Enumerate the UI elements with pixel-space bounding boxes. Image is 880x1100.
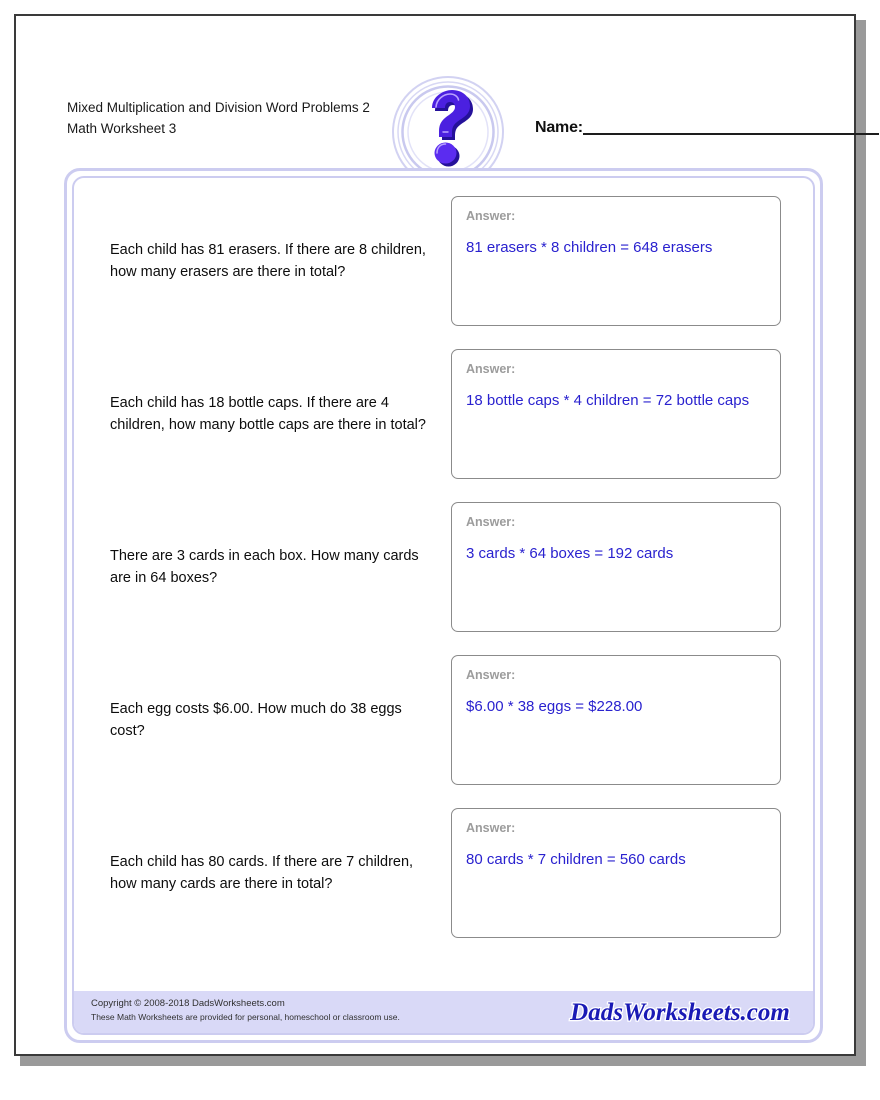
answer-label: Answer: xyxy=(466,209,516,223)
answer-label: Answer: xyxy=(466,362,516,376)
answer-label: Answer: xyxy=(466,515,516,529)
answer-text: 81 erasers * 8 children = 648 erasers xyxy=(466,239,713,256)
name-field[interactable] xyxy=(535,119,879,137)
answer-box[interactable] xyxy=(451,196,781,326)
question-text: Each child has 18 bottle caps. If there are 4 children, how many bottle caps are there in total? xyxy=(110,395,426,433)
answer-label: Answer: xyxy=(466,668,516,682)
problem-row xyxy=(74,502,813,632)
answer-label: Answer: xyxy=(466,821,516,835)
answer-text: 80 cards * 7 children = 560 cards xyxy=(466,851,686,868)
question-text: Each child has 81 erasers. If there are 8 children, how many erasers are there in total? xyxy=(110,242,426,280)
question-text: Each egg costs $6.00. How much do 38 eggs cost? xyxy=(110,701,402,739)
page-title xyxy=(67,97,397,139)
name-label: Name: xyxy=(535,119,583,136)
worksheet-footer xyxy=(74,991,813,1033)
footer-text xyxy=(91,997,400,1024)
usage-text: These Math Worksheets are provided for personal, homeschool or classroom use. xyxy=(91,1012,400,1022)
content-panel-inner xyxy=(72,176,815,1035)
answer-text: 3 cards * 64 boxes = 192 cards xyxy=(466,545,674,562)
worksheet-page xyxy=(14,14,856,1056)
problem-row xyxy=(74,655,813,785)
problem-row xyxy=(74,808,813,938)
content-panel xyxy=(64,168,823,1043)
answer-text: $6.00 * 38 eggs = $228.00 xyxy=(466,698,643,715)
problem-row xyxy=(74,196,813,326)
svg-text:DadsWorksheets.com: DadsWorksheets.com xyxy=(570,999,790,1026)
answer-box[interactable] xyxy=(451,655,781,785)
copyright-text: Copyright © 2008-2018 DadsWorksheets.com xyxy=(91,998,285,1009)
dadsworksheets-logo[interactable] xyxy=(560,994,800,1030)
question-text: Each child has 80 cards. If there are 7 children, how many cards are there in total? xyxy=(110,854,414,892)
worksheet-header xyxy=(16,16,854,164)
question-text: There are 3 cards in each box. How many cards are in 64 boxes? xyxy=(110,548,419,586)
answer-box[interactable] xyxy=(451,349,781,479)
problem-list xyxy=(74,178,813,991)
answer-box[interactable] xyxy=(451,808,781,938)
worksheet-title-line-1: Mixed Multiplication and Division Word Problems 2 xyxy=(67,100,370,115)
problem-row xyxy=(74,349,813,479)
worksheet-title-line-2: Math Worksheet 3 xyxy=(67,121,177,136)
answer-box[interactable] xyxy=(451,502,781,632)
answer-text: 18 bottle caps * 4 children = 72 bottle caps xyxy=(466,392,750,409)
name-input-line[interactable] xyxy=(583,133,879,135)
